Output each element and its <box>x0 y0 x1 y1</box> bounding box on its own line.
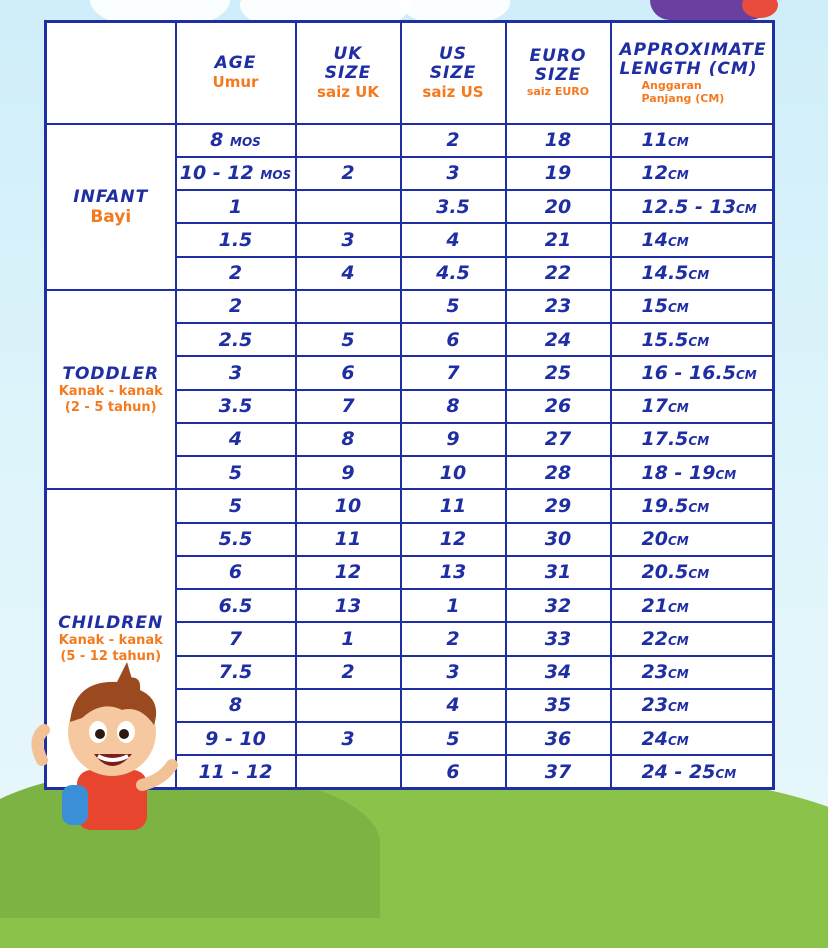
uk-size-cell <box>296 656 401 689</box>
us-size-cell <box>401 423 506 456</box>
uk-size-cell <box>296 190 401 223</box>
length-cell-value: 20 <box>641 528 668 551</box>
group-cell <box>46 290 176 490</box>
header-length <box>611 22 774 124</box>
age-cell <box>176 523 296 556</box>
uk-size-cell <box>296 456 401 489</box>
us-size-cell <box>401 390 506 423</box>
euro-size-cell <box>506 456 611 489</box>
length-cell-value: 19.5 <box>641 494 689 517</box>
age-cell-value: 5.5 <box>218 528 253 551</box>
length-cell-value: 24 - 25 <box>641 760 716 783</box>
length-cell-value: 22 <box>641 627 668 650</box>
us-size-cell-value: 3 <box>446 162 460 185</box>
length-cell-unit: CM <box>688 334 710 349</box>
age-cell-value: 2 <box>228 262 243 285</box>
us-size-cell-value: 13 <box>439 561 467 584</box>
uk-size-cell-value: 11 <box>334 528 362 551</box>
us-size-cell <box>401 124 506 157</box>
length-cell-value: 15 <box>641 295 668 318</box>
us-size-cell-value: 5 <box>446 727 460 750</box>
euro-size-cell-value: 28 <box>544 461 572 484</box>
header-us-en2: SIZE <box>429 62 477 83</box>
us-size-cell <box>401 257 506 290</box>
euro-size-cell-value: 37 <box>544 760 572 783</box>
length-cell <box>611 556 774 589</box>
age-cell <box>176 356 296 389</box>
length-cell <box>611 689 774 722</box>
uk-size-cell-value: 3 <box>341 727 355 750</box>
us-size-cell-value: 2 <box>446 129 460 152</box>
euro-size-cell-value: 25 <box>544 361 572 384</box>
age-cell-value: 1 <box>228 195 243 218</box>
uk-size-cell <box>296 257 401 290</box>
uk-size-cell-value: 9 <box>341 461 355 484</box>
euro-size-cell <box>506 190 611 223</box>
age-cell <box>176 556 296 589</box>
group-subtitle: Kanak - kanak <box>58 383 163 399</box>
length-cell <box>611 523 774 556</box>
euro-size-cell <box>506 257 611 290</box>
euro-size-cell <box>506 124 611 157</box>
length-cell-unit: CM <box>667 135 689 150</box>
age-cell <box>176 190 296 223</box>
uk-size-cell <box>296 323 401 356</box>
length-cell-unit: CM <box>688 567 710 582</box>
age-cell-value: 6.5 <box>218 594 253 617</box>
length-cell-value: 11 <box>641 129 668 152</box>
us-size-cell-value: 12 <box>439 528 467 551</box>
us-size-cell <box>401 356 506 389</box>
age-cell-value: 1.5 <box>218 228 253 251</box>
group-title: TODDLER <box>62 363 160 384</box>
euro-size-cell <box>506 423 611 456</box>
uk-size-cell-value: 13 <box>334 594 362 617</box>
age-cell <box>176 589 296 622</box>
age-cell <box>176 489 296 522</box>
age-cell-value: 9 - 10 <box>205 727 266 750</box>
header-euro-en2: SIZE <box>534 65 582 86</box>
uk-size-cell <box>296 290 401 323</box>
us-size-cell <box>401 523 506 556</box>
us-size-cell-value: 10 <box>439 461 467 484</box>
age-cell <box>176 223 296 256</box>
us-size-cell <box>401 290 506 323</box>
header-euro-en1: EURO <box>529 46 587 67</box>
length-cell <box>611 755 774 788</box>
group-subtitle: Bayi <box>90 206 132 227</box>
length-cell-value: 20.5 <box>641 561 689 584</box>
euro-size-cell-value: 31 <box>544 561 572 584</box>
euro-size-cell <box>506 722 611 755</box>
us-size-cell <box>401 556 506 589</box>
uk-size-cell <box>296 589 401 622</box>
us-size-cell-value: 4 <box>446 228 460 251</box>
euro-size-cell <box>506 157 611 190</box>
uk-size-cell <box>296 523 401 556</box>
euro-size-cell <box>506 489 611 522</box>
euro-size-cell <box>506 622 611 655</box>
length-cell-value: 18 - 19 <box>641 461 716 484</box>
length-cell-unit: CM <box>667 733 689 748</box>
uk-size-cell <box>296 157 401 190</box>
euro-size-cell-value: 24 <box>544 328 572 351</box>
us-size-cell-value: 1 <box>446 594 460 617</box>
euro-size-cell-value: 34 <box>544 661 572 684</box>
uk-size-cell-value: 2 <box>341 162 355 185</box>
uk-size-cell <box>296 689 401 722</box>
length-cell-value: 21 <box>641 594 668 617</box>
us-size-cell-value: 6 <box>446 760 460 783</box>
us-size-cell <box>401 755 506 788</box>
age-cell <box>176 390 296 423</box>
age-cell <box>176 157 296 190</box>
length-cell <box>611 656 774 689</box>
uk-size-cell <box>296 722 401 755</box>
table-row <box>46 489 774 522</box>
euro-size-cell <box>506 523 611 556</box>
length-cell-value: 17.5 <box>641 428 689 451</box>
length-cell <box>611 456 774 489</box>
us-size-cell-value: 3.5 <box>436 195 470 218</box>
cartoon-boy-illustration <box>22 660 202 830</box>
us-size-cell <box>401 190 506 223</box>
length-cell-unit: CM <box>735 367 757 382</box>
length-cell-value: 23 <box>641 694 668 717</box>
us-size-cell <box>401 323 506 356</box>
age-cell-value: 4 <box>228 428 243 451</box>
euro-size-cell-value: 36 <box>544 727 572 750</box>
euro-size-cell <box>506 689 611 722</box>
length-cell <box>611 722 774 755</box>
length-cell-value: 14 <box>641 228 668 251</box>
header-euro <box>506 22 611 124</box>
length-cell <box>611 223 774 256</box>
uk-size-cell <box>296 755 401 788</box>
header-euro-ms: saiz EURO <box>526 85 590 99</box>
header-uk-en1: UK <box>333 43 363 64</box>
length-cell-value: 17 <box>641 395 668 418</box>
euro-size-cell-value: 20 <box>544 195 572 218</box>
euro-size-cell-value: 26 <box>544 395 572 418</box>
euro-size-cell-value: 29 <box>544 494 572 517</box>
euro-size-cell <box>506 589 611 622</box>
header-uk <box>296 22 401 124</box>
length-cell-value: 15.5 <box>641 328 689 351</box>
group-cell <box>46 124 176 290</box>
uk-size-cell-value: 7 <box>341 395 355 418</box>
euro-size-cell-value: 19 <box>544 162 572 185</box>
group-note: (2 - 5 tahun) <box>64 399 157 415</box>
euro-size-cell <box>506 223 611 256</box>
us-size-cell-value: 7 <box>446 361 460 384</box>
age-cell-unit: MOS <box>260 168 292 183</box>
age-cell-value: 3.5 <box>218 395 253 418</box>
length-cell <box>611 190 774 223</box>
length-cell-unit: CM <box>667 600 689 615</box>
header-length-en1: APPROXIMATE <box>619 39 767 60</box>
age-cell-value: 2 <box>228 295 243 318</box>
uk-size-cell-value: 12 <box>334 561 362 584</box>
age-cell <box>176 124 296 157</box>
length-cell <box>611 257 774 290</box>
euro-size-cell-value: 33 <box>544 627 572 650</box>
uk-size-cell-value: 1 <box>341 627 355 650</box>
length-cell-value: 12.5 - 13 <box>641 195 736 218</box>
length-cell <box>611 290 774 323</box>
header-length-ms1: Anggaran <box>641 78 702 92</box>
length-cell-value: 14.5 <box>641 262 689 285</box>
age-cell-value: 7 <box>228 627 243 650</box>
length-cell-value: 12 <box>641 162 668 185</box>
header-age-ms: Umur <box>212 73 259 92</box>
euro-size-cell <box>506 390 611 423</box>
us-size-cell <box>401 157 506 190</box>
header-age-en: AGE <box>214 53 257 74</box>
us-size-cell-value: 3 <box>446 661 460 684</box>
us-size-cell-value: 8 <box>446 395 460 418</box>
euro-size-cell <box>506 556 611 589</box>
us-size-cell <box>401 622 506 655</box>
length-cell-unit: CM <box>667 168 689 183</box>
euro-size-cell <box>506 290 611 323</box>
length-cell-unit: CM <box>667 633 689 648</box>
euro-size-cell <box>506 356 611 389</box>
length-cell <box>611 489 774 522</box>
uk-size-cell-value: 5 <box>341 328 355 351</box>
length-cell-unit: CM <box>667 700 689 715</box>
euro-size-cell-value: 32 <box>544 594 572 617</box>
length-cell <box>611 423 774 456</box>
euro-size-cell-value: 23 <box>544 295 572 318</box>
header-row <box>46 22 774 124</box>
length-cell-unit: CM <box>667 234 689 249</box>
uk-size-cell <box>296 489 401 522</box>
length-cell-unit: CM <box>715 766 737 781</box>
age-cell-unit: MOS <box>230 135 261 150</box>
euro-size-cell <box>506 755 611 788</box>
age-cell-value: 3 <box>228 361 243 384</box>
age-cell-value: 7.5 <box>218 661 253 684</box>
length-cell <box>611 356 774 389</box>
length-cell-unit: CM <box>667 301 689 316</box>
age-cell-value: 5 <box>228 461 243 484</box>
euro-size-cell-value: 18 <box>544 129 572 152</box>
age-cell-value: 6 <box>228 561 243 584</box>
euro-size-cell-value: 30 <box>544 528 572 551</box>
length-cell <box>611 390 774 423</box>
length-cell <box>611 157 774 190</box>
us-size-cell-value: 11 <box>439 494 467 517</box>
header-length-ms2: Panjang (CM) <box>641 91 725 105</box>
length-cell-unit: CM <box>735 201 757 216</box>
length-cell-value: 16 - 16.5 <box>641 361 736 384</box>
uk-size-cell <box>296 556 401 589</box>
age-cell <box>176 290 296 323</box>
uk-size-cell <box>296 356 401 389</box>
uk-size-cell <box>296 390 401 423</box>
header-uk-ms: saiz UK <box>317 82 379 101</box>
length-cell-unit: CM <box>667 667 689 682</box>
uk-size-cell-value: 3 <box>341 228 355 251</box>
euro-size-cell-value: 22 <box>544 262 572 285</box>
header-uk-en2: SIZE <box>324 62 372 83</box>
length-cell <box>611 124 774 157</box>
header-age <box>176 22 296 124</box>
header-length-en2: LENGTH (CM) <box>619 58 758 79</box>
header-us-en1: US <box>438 43 468 64</box>
euro-size-cell-value: 35 <box>544 694 572 717</box>
header-us <box>401 22 506 124</box>
us-size-cell <box>401 722 506 755</box>
age-cell-value: 2.5 <box>218 328 253 351</box>
header-us-ms: saiz US <box>422 82 484 101</box>
age-cell-value: 10 - 12 <box>179 162 254 185</box>
euro-size-cell <box>506 656 611 689</box>
us-size-cell-value: 4.5 <box>436 262 470 285</box>
us-size-cell-value: 6 <box>446 328 460 351</box>
length-cell-unit: CM <box>688 500 710 515</box>
table-row <box>46 290 774 323</box>
uk-size-cell <box>296 622 401 655</box>
length-cell <box>611 589 774 622</box>
group-title: CHILDREN <box>58 612 164 633</box>
euro-size-cell <box>506 323 611 356</box>
table-row <box>46 124 774 157</box>
uk-size-cell-value: 10 <box>334 494 362 517</box>
age-cell <box>176 622 296 655</box>
group-title: INFANT <box>73 186 149 207</box>
us-size-cell <box>401 689 506 722</box>
age-cell <box>176 456 296 489</box>
us-size-cell-value: 9 <box>446 428 460 451</box>
age-cell-value: 8 <box>228 694 243 717</box>
age-cell <box>176 323 296 356</box>
uk-size-cell-value: 2 <box>341 661 355 684</box>
us-size-cell <box>401 589 506 622</box>
length-cell-unit: CM <box>667 534 689 549</box>
us-size-cell <box>401 456 506 489</box>
age-cell-value: 11 - 12 <box>198 760 273 783</box>
length-cell-unit: CM <box>688 268 710 283</box>
us-size-cell-value: 5 <box>446 295 460 318</box>
age-cell <box>176 423 296 456</box>
age-cell-value: 5 <box>228 494 243 517</box>
length-cell <box>611 323 774 356</box>
us-size-cell <box>401 489 506 522</box>
length-cell-unit: CM <box>667 401 689 416</box>
us-size-cell <box>401 223 506 256</box>
age-cell <box>176 257 296 290</box>
us-size-cell-value: 2 <box>446 627 460 650</box>
us-size-cell <box>401 656 506 689</box>
uk-size-cell <box>296 124 401 157</box>
euro-size-cell-value: 21 <box>544 228 572 251</box>
uk-size-cell-value: 6 <box>341 361 355 384</box>
length-cell-unit: CM <box>715 467 737 482</box>
us-size-cell-value: 4 <box>446 694 460 717</box>
group-note: (5 - 12 tahun) <box>60 648 162 664</box>
length-cell <box>611 622 774 655</box>
uk-size-cell-value: 8 <box>341 428 355 451</box>
uk-size-cell <box>296 223 401 256</box>
euro-size-cell-value: 27 <box>544 428 572 451</box>
length-cell-value: 23 <box>641 661 668 684</box>
length-cell-unit: CM <box>688 434 710 449</box>
age-cell-value: 8 <box>210 129 224 152</box>
uk-size-cell <box>296 423 401 456</box>
group-subtitle: Kanak - kanak <box>58 632 163 648</box>
header-blank <box>46 22 176 124</box>
uk-size-cell-value: 4 <box>341 262 355 285</box>
length-cell-value: 24 <box>641 727 668 750</box>
